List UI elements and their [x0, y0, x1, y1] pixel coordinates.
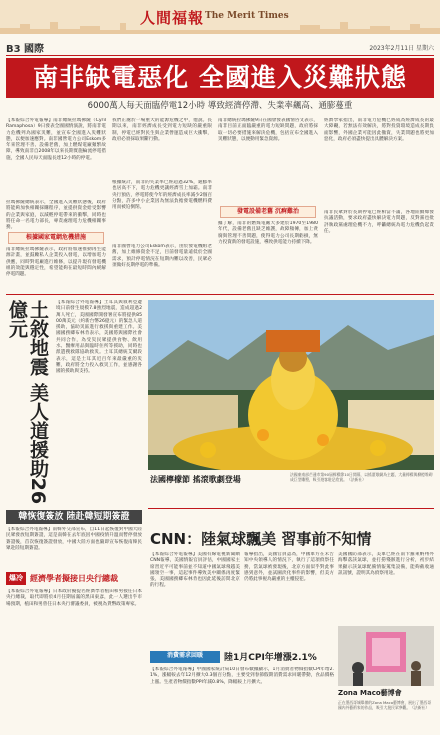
section-subhead-box: 發電設備老舊 沉痾難治	[220, 206, 316, 218]
article-body: 南非國營電力公司Eskom表示，由於發電機組老舊，加上維修資金不足，目前發電量遠低於全國需求，預計停電情況在短期內難以改善，民眾必須做好長期停電的準備。	[112, 244, 212, 268]
cnn-headline: CNN：陸氣球飄美 習事前不知情	[150, 530, 372, 548]
korea-visa-headline: 韓恢復簽放 陸赴韓短期簽證	[6, 510, 142, 524]
newspaper-english-name: The Merit Times	[205, 11, 289, 21]
article-body: 南非民眾對於長期停電已經相當不滿，各地陸續爆發抗議活動，要求政府盡快解決電力問題，反對黨也批評執政黨處理危機不力，呼籲總統為電力危機負起責任。	[324, 210, 434, 234]
article-body: 經濟學家指出，南非電力危機已經成為經濟成長的最大障礙，若無法有效解決，將對投資環境造成長期負面影響，外國企業可能因此撤資，失業問題也將更加惡化，政府必須盡快提出具體解決方案。	[324, 118, 434, 142]
section-bar	[6, 40, 434, 56]
photo-illustration	[148, 300, 434, 470]
article-body: 美國國防部表示，美軍已經在南卡羅萊納州外海擊落該氣球，並打撈殘骸進行分析，初步結果顯示該氣球配備情報蒐集設備，能夠截收通訊訊號，證明其為偵察用途。	[338, 552, 434, 576]
lemon-festival-photo	[148, 300, 434, 470]
boj-headline: 經濟學者擬接日央行總裁	[30, 574, 118, 583]
page-section: B3 國際	[6, 44, 45, 55]
article-body: 報導指出，美國官員認為，中國軍方在未告知中央領導人的情況下，執行了這項偵察任務，當氣球被發現後，北京方面似乎對此事感到意外，並試圖淡化事件的影響，但美方仍將此事視為嚴重的主權侵犯。	[244, 552, 334, 583]
main-headline: 南非缺電惡化 全國進入災難狀態	[6, 58, 434, 98]
article-body: 我們正處於一場重大的能源危機之中，他說。長期以來，南非經濟成長受到電力短缺的嚴重限制，停電已經對民生與企業營運造成巨大衝擊，政府必須採取果斷行動。	[112, 118, 212, 142]
article-body: 南非總統拉瑪佛薩表示，政府將加速推動再生能源計畫，並鼓勵私人企業投入發電，以增加電力供應，同時對電廠進行維修，以提升現有發電機組的效能與穩定性，希望能夠在最短時間內緩解停電問題。	[6, 247, 106, 278]
expo-title: Zona Maco藝博會	[338, 689, 402, 697]
sub-headline: 6000萬人每天面臨停電12小時 導致經濟停滯、失業率飆高、通膨蔓重	[87, 101, 353, 111]
article-body: 南非總統拉瑪佛薩9日在國會發表國情咨文表示，南非目前正面臨嚴重的電力短缺問題，政府將採取一切必要措施來解決危機，包括宣布全國進入災難狀態，以便動用緊急資源。	[218, 118, 318, 142]
newspaper-logo: 人間福報	[140, 9, 205, 27]
photo-credit: 法國東南部芒通市第90屆檸檬節10日開幕，以搖滾歌劇為主題，大量檸檬與柳橙堆砌成巨型雕塑，吸引遊客駐足欣賞。（法新社）	[290, 472, 433, 482]
section-divider	[6, 294, 434, 295]
breaking-label: 爆冷	[6, 572, 26, 585]
article-body: 【本報綜合外電報導】日本政府擬提名經濟學者植田和男接任日本央行總裁，取代即將於4月任期屆滿的黑田東彥，此一人選出乎市場預期，植田和男曾任日本央行審議委員，被視為貨幣政策專家。	[6, 589, 142, 607]
skyline-decoration	[0, 20, 440, 34]
article-body: 【本報綜合外電報導】南非總統拉瑪佛薩（Cyril Ramaphosa）9日發表全國國情演說，將南非電力危機列為國家災難，並宣布全國進入災難狀態，以便加速應對。南非國營電力公司Eskom多年來管理不善、設備老舊，加上燃煤電廠頻繁故障，導致南非自2008年以來長期實施輪流停電措施，全國人民每天面臨長達12小時的停電。	[6, 118, 106, 161]
expo-illustration	[338, 626, 434, 686]
masthead	[0, 0, 440, 34]
expo-caption: 正在墨西哥城舉辦的Zona Maco藝博會，展出了墨西哥國內外藝術家的作品，吸引大批民眾參觀。（法新社）	[338, 700, 432, 710]
cpi-headline: 陸1月CPI年增漲2.1%	[224, 653, 317, 663]
article-body: 【本報綜合外電報導】南韓外交部宣布，自11日起恢復對中國大陸民眾發放短期簽證，這是南韓在去年底因中國疫情升溫而暫停發放簽證後，首次恢復簽證發放，中國大陸方面也隨即宣布恢復南韓民眾赴陸短期簽證。	[6, 527, 142, 551]
section-divider	[148, 508, 434, 509]
photo-caption: 法國檸檬節 搖滾歌劇登場	[150, 475, 241, 484]
article-body: 根據統計，南非的失業率已經超過32%，通膨率也居高不下，電力危機更讓經濟雪上加霜。南非央行預估，停電將使今年的經濟成長率減少2個百分點，許多中小企業因為無法負擔發電機燃料費用而被迫倒閉。	[112, 180, 212, 211]
article-body: 據了解，南非的燃煤電廠大多建於1970至1980年代，設備老舊且缺乏維護，故障頻傳，加上貪腐與管理不善問題，使得電力公司長期虧損，無力投資新的發電設施，導致供電能力持續下降。	[218, 221, 318, 245]
quake-headline: 土敘地震 美人道援助26億元	[6, 300, 49, 505]
cpi-label: 消費需求回暖	[150, 651, 220, 663]
article-body: 【本報綜合外電報導】美國有線電視新聞網CNN報導，美國情報官員評估，中國國家主席習近平可能事前並不知道中國氣球飛越美國領空一事，這起事件導致美中關係再度緊張，美國國務卿布林肯也因此延後訪問北京的行程。	[150, 552, 240, 589]
issue-date: 2023年2月11日 星期六	[369, 45, 434, 52]
article-body: 【本報綜合外電報導】中國國家統計局10日發布數據顯示，1月消費者物價指數CPI年增2.1%，漲幅較去年12月擴大0.3個百分點，主要受到春節假期消費需求回暖帶動，食品價格上漲。生產者物價指數PPI年減0.8%，降幅較上月擴大。	[150, 667, 334, 685]
expo-photo	[338, 626, 434, 686]
article-body: 【本報綜合外電報導】土耳其與敘利亞邊境日前發生規模7.8強烈地震，造成超過2萬人死亡，美國國際開發署宣布將提供8500萬美元（約新台幣26億元）的緊急人道援助，協助災區進行救援與重建工作。美國國務卿布林肯表示，美國將與國際社會共同合作，為受災民眾提供食物、飲用水、醫療用品與臨時住所等援助，同時也派遣搜救隊協助救災。土耳其總統艾爾段表示，這是土耳其近百年來最嚴重的災難，政府將全力投入救災工作，並感謝各國的援助與支持。	[56, 300, 142, 375]
section-subhead-box: 根據國家電網危機措施	[8, 232, 104, 244]
article-body: 拉瑪佛薩總統表示，全國進入災難狀態後，政府將能夠加快相關採購程序，並提供資金給受影響的企業與家庭，以減輕停電帶來的衝擊，同時也將任命一名電力部長，專責處理電力危機相關事務。	[6, 200, 106, 230]
